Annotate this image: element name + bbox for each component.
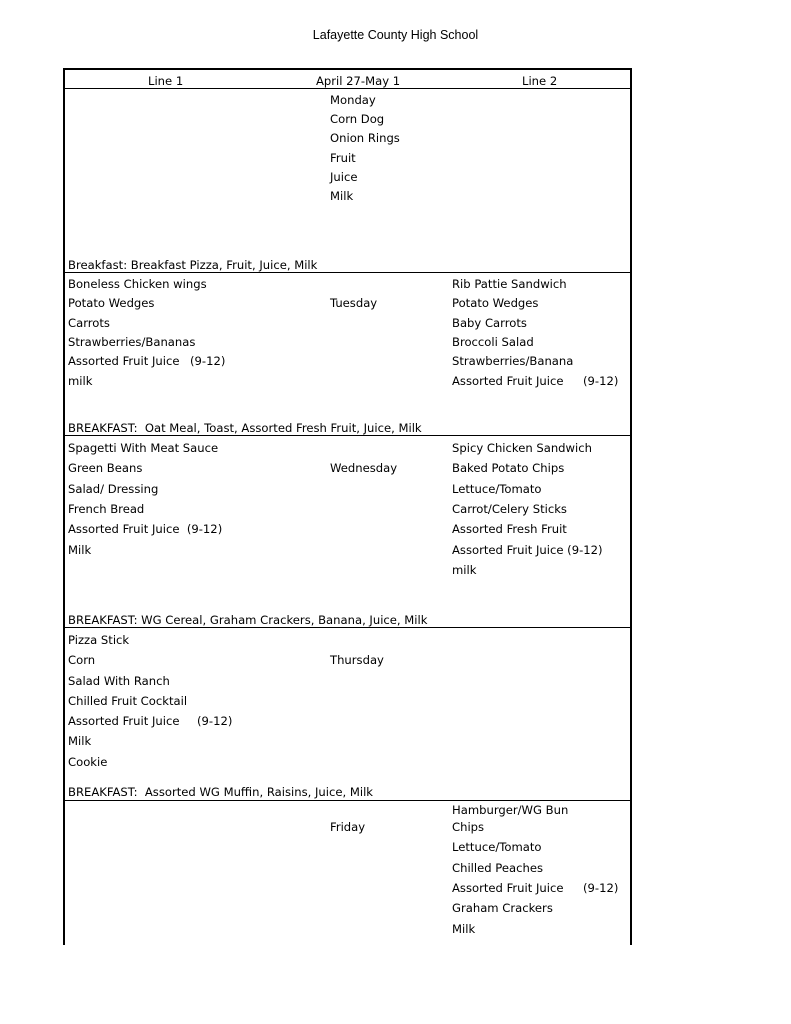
- thursday-line1-item: Pizza Stick: [68, 633, 130, 647]
- monday-item: Fruit: [330, 151, 356, 165]
- table-left-border: [63, 68, 65, 945]
- tuesday-line2-item: Strawberries/Banana: [452, 354, 574, 368]
- tuesday-line1-item: Assorted Fruit Juice: [68, 354, 180, 368]
- wednesday-line1-item: Milk: [68, 543, 92, 557]
- wednesday-line2-item: milk: [452, 563, 477, 577]
- monday-item: Juice: [330, 170, 358, 184]
- header-week: April 27-May 1: [316, 74, 401, 88]
- thursday-line1-item: Assorted Fruit Juice: [68, 714, 180, 728]
- thursday-line1-item: Cookie: [68, 755, 108, 769]
- header-line2: Line 2: [522, 74, 558, 88]
- monday-item: Corn Dog: [330, 112, 385, 126]
- day-tuesday: Tuesday: [330, 296, 378, 310]
- friday-line2-item: Graham Crackers: [452, 901, 553, 915]
- thursday-line1-item: Chilled Fruit Cocktail: [68, 694, 188, 708]
- table-top-border: [64, 68, 632, 70]
- tuesday-line2-item: Assorted Fruit Juice: [452, 374, 564, 388]
- friday-line2-grade: (9-12): [583, 881, 619, 895]
- thursday-line1-item: Salad With Ranch: [68, 674, 170, 688]
- tuesday-line2-item: Rib Pattie Sandwich: [452, 277, 567, 291]
- day-wednesday: Wednesday: [330, 461, 398, 475]
- table-right-border-1: [630, 68, 632, 273]
- breakfast-monday: Breakfast: Breakfast Pizza, Fruit, Juice, Milk: [68, 258, 318, 272]
- tuesday-line1-grade: (9-12): [190, 354, 226, 368]
- header-divider: [64, 88, 632, 89]
- wednesday-line2-item: Assorted Fruit Juice (9-12): [452, 543, 603, 557]
- monday-item: Milk: [330, 189, 354, 203]
- tuesday-line2-item: Broccoli Salad: [452, 335, 534, 349]
- wednesday-line2-item: Spicy Chicken Sandwich: [452, 441, 592, 455]
- wednesday-line2-item: Carrot/Celery Sticks: [452, 502, 567, 516]
- row-divider-thursday: [64, 800, 632, 801]
- thursday-line1-item: Milk: [68, 734, 92, 748]
- school-title: Lafayette County High School: [312, 28, 479, 42]
- breakfast-tuesday: BREAKFAST: Oat Meal, Toast, Assorted Fresh Fruit, Juice, Milk: [68, 421, 422, 435]
- row-divider-wednesday: [64, 627, 632, 628]
- header-line1: Line 1: [148, 74, 184, 88]
- tuesday-line1-item: Carrots: [68, 316, 110, 330]
- day-monday: Monday: [330, 93, 376, 107]
- wednesday-line1-item: Salad/ Dressing: [68, 482, 159, 496]
- row-divider-monday: [64, 272, 632, 273]
- tuesday-line2-grade: (9-12): [583, 374, 619, 388]
- friday-line2-item: Chips: [452, 820, 485, 834]
- tuesday-line2-item: Potato Wedges: [452, 296, 539, 310]
- wednesday-line1-item: Assorted Fruit Juice (9-12): [68, 522, 223, 536]
- friday-line2-item: Milk: [452, 922, 476, 936]
- breakfast-wednesday: BREAKFAST: WG Cereal, Graham Crackers, Banana, Juice, Milk: [68, 613, 428, 627]
- wednesday-line2-item: Lettuce/Tomato: [452, 482, 542, 496]
- day-thursday: Thursday: [330, 653, 384, 667]
- friday-line2-item: Hamburger/WG Bun: [452, 803, 569, 817]
- row-divider-tuesday: [64, 435, 632, 436]
- breakfast-thursday: BREAKFAST: Assorted WG Muffin, Raisins, Juice, Milk: [68, 785, 374, 799]
- table-right-border-2: [630, 273, 632, 945]
- monday-item: Onion Rings: [330, 131, 400, 145]
- tuesday-line1-item: Strawberries/Bananas: [68, 335, 196, 349]
- thursday-line1-grade: (9-12): [197, 714, 233, 728]
- tuesday-line1-item: milk: [68, 374, 93, 388]
- tuesday-line1-item: Potato Wedges: [68, 296, 155, 310]
- tuesday-line1-item: Boneless Chicken wings: [68, 277, 207, 291]
- wednesday-line1-item: Spagetti With Meat Sauce: [68, 441, 219, 455]
- tuesday-line2-item: Baby Carrots: [452, 316, 527, 330]
- wednesday-line2-item: Baked Potato Chips: [452, 461, 565, 475]
- wednesday-line2-item: Assorted Fresh Fruit: [452, 522, 567, 536]
- day-friday: Friday: [330, 820, 366, 834]
- thursday-line1-item: Corn: [68, 653, 96, 667]
- wednesday-line1-item: Green Beans: [68, 461, 143, 475]
- friday-line2-item: Chilled Peaches: [452, 861, 543, 875]
- friday-line2-item: Assorted Fruit Juice: [452, 881, 564, 895]
- wednesday-line1-item: French Bread: [68, 502, 145, 516]
- friday-line2-item: Lettuce/Tomato: [452, 840, 542, 854]
